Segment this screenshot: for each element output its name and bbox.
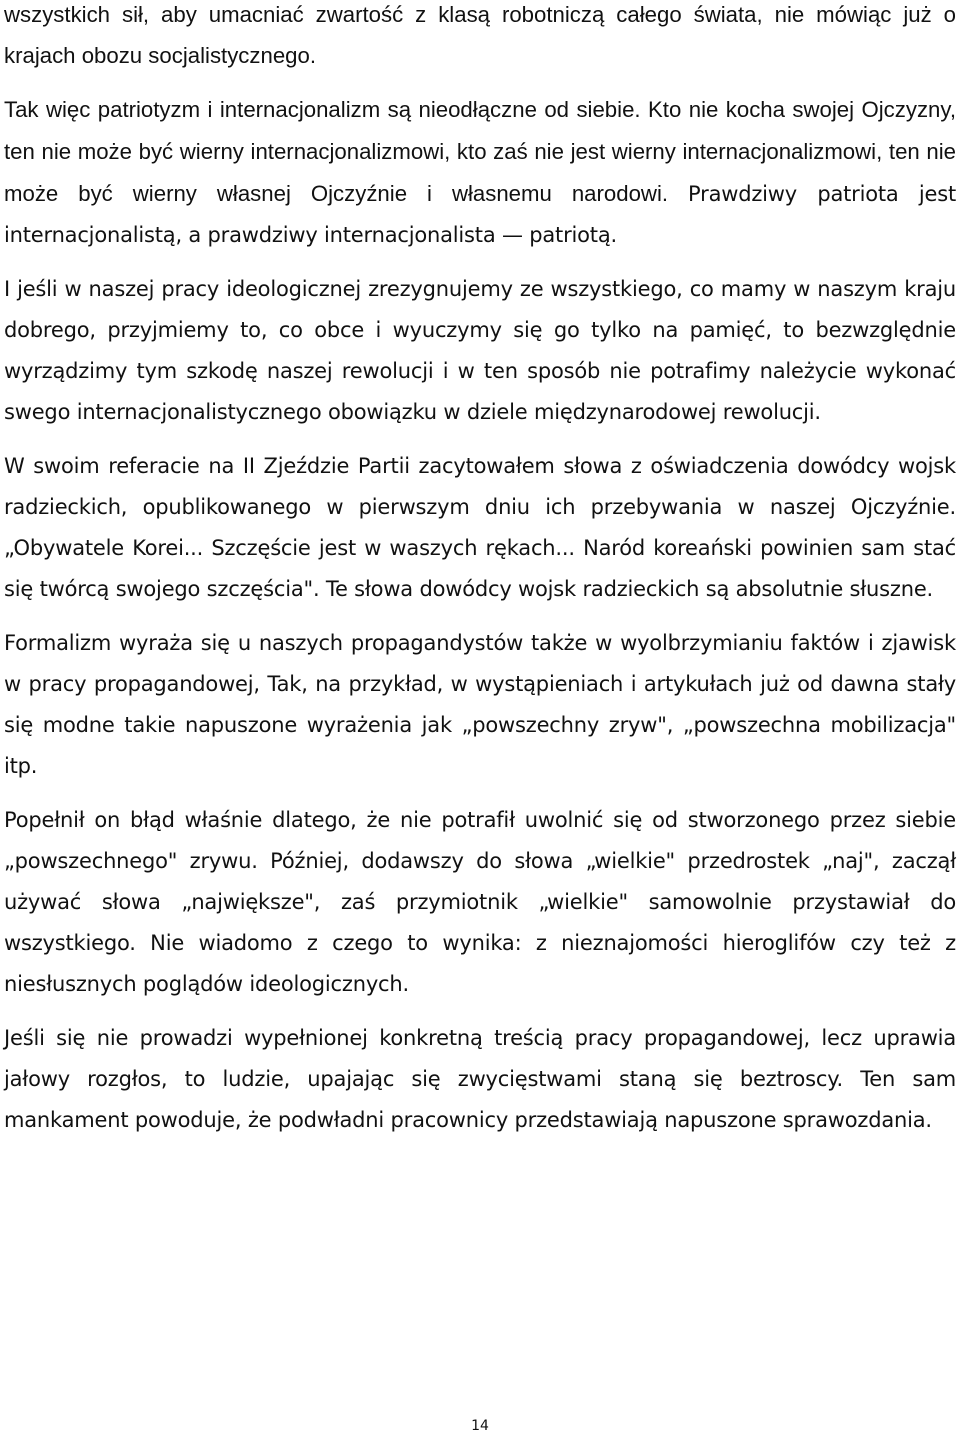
paragraph-2-part-1: Tak więc patriotyzm i internacjonalizm są nieodłączne od siebie. Kto nie kocha swojej Ojczyzny, ten nie może być wierny internacjonalizmowi, kto zaś nie jest wierny internacjonalizmowi, ten nie może być wierny własnej Ojczyźnie i własnemu narodowi. bbox=[4, 97, 956, 206]
paragraph-7: Jeśli się nie prowadzi wypełnionej konkretną treścią pracy propagandowej, lecz uprawia jałowy rozgłos, to ludzie, upajając się zwycięstwami staną się beztroscy. Ten sam mankament powoduje, że podwładni pracownicy przedstawiają napuszone sprawozdania. bbox=[4, 1026, 956, 1132]
document-page bbox=[4, 0, 956, 1141]
paragraph-2-part-2: Prawdziwy patriota jest internacjonalistą, a prawdziwy internacjonalista — patriotą. bbox=[4, 182, 957, 247]
paragraph-5: Formalizm wyraża się u naszych propagandystów także w wyolbrzymianiu faktów i zjawisk w pracy propagandowej, Tak, na przykład, w wystąpieniach i artykułach już od dawna stały się modne takie napuszone wyrażenia jak „powszechny zryw", „powszechna mobilizacja" itp. bbox=[4, 631, 956, 778]
paragraph-2 bbox=[4, 89, 956, 256]
paragraph-1: wszystkich sił, aby umacniać zwartość z klasą robotniczą całego świata, nie mówiąc już o krajach obozu socjalistycznego. bbox=[4, 2, 956, 68]
paragraph-3: I jeśli w naszej pracy ideologicznej zrezygnujemy ze wszystkiego, co mamy w naszym kraju dobrego, przyjmiemy to, co obce i wyuczymy się go tylko na pamięć, to bezwzględnie wyrządzimy tym szkodę naszej rewolucji i w ten sposób nie potrafimy należycie wykonać swego internacjonalistycznego obowiązku w dziele międzynarodowej rewolucji. bbox=[4, 277, 956, 424]
paragraph-6: Popełnił on błąd właśnie dlatego, że nie potrafił uwolnić się od stworzonego przez siebie „powszechnego" zrywu. Później, dodawszy do słowa „wielkie" przedrostek „naj", zaczął używać słowa „największe", zaś przymiotnik „wielkie" samowolnie przystawiał do wszystkiego. Nie wiadomo z czego to wynika: z nieznajomości hieroglifów czy też z niesłusznych poglądów ideologicznych. bbox=[4, 808, 956, 996]
page-number: 14 bbox=[471, 1418, 489, 1434]
paragraph-4: W swoim referacie na II Zjeździe Partii zacytowałem słowa z oświadczenia dowódcy wojsk radzieckich, opublikowanego w pierwszym dniu ich przebywania w naszej Ojczyźnie. „Obywatele Korei... Szczęście jest w waszych rękach... Naród koreański powinien sam stać się twórcą swojego szczęścia". Te słowa dowódcy wojsk radzieckich są absolutnie słuszne. bbox=[4, 454, 956, 601]
